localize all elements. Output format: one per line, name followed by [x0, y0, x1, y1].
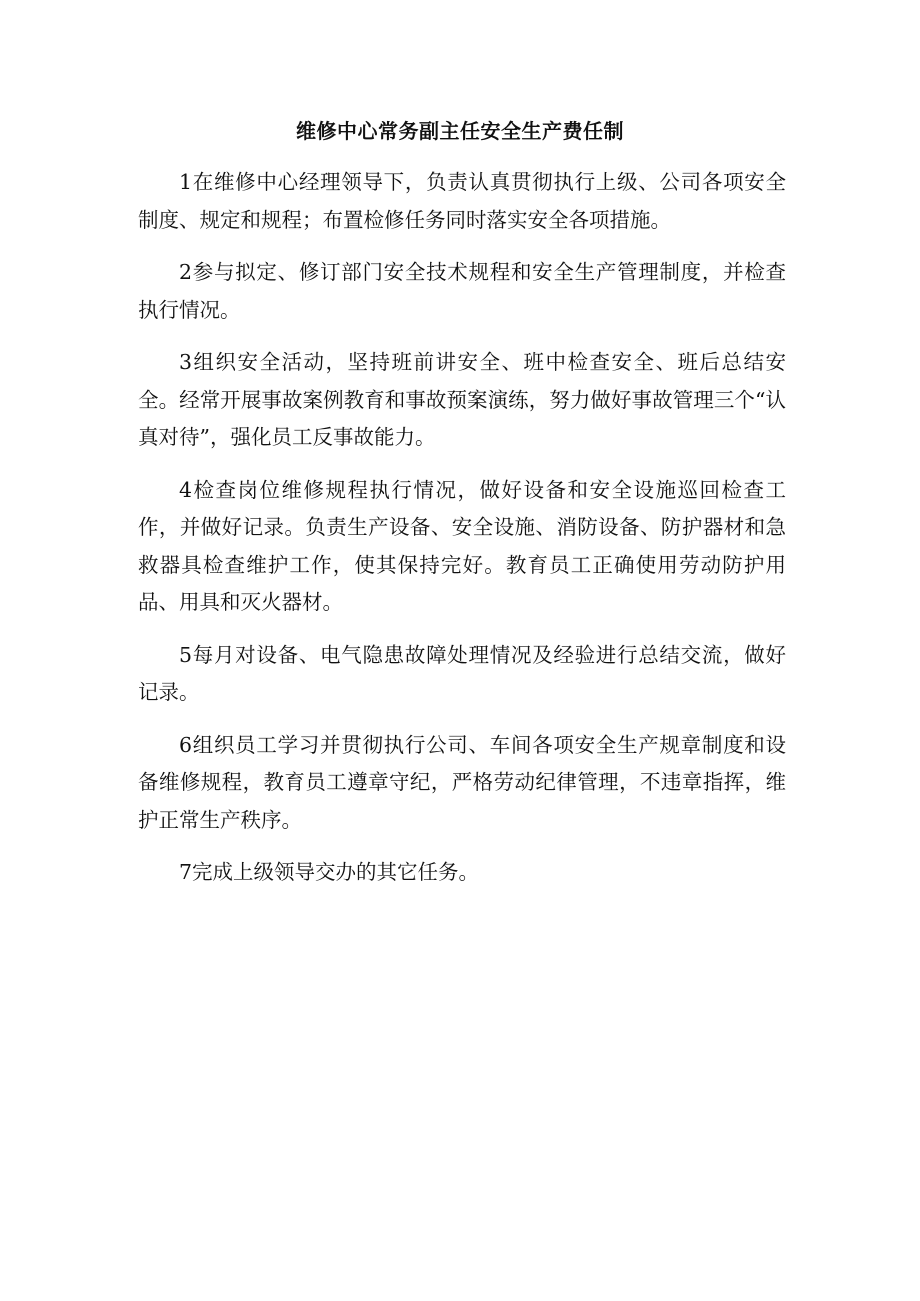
paragraph-3: 3组织安全活动，坚持班前讲安全、班中检查安全、班后总结安全。经常开展事故案例教育和事故预案演练，努力做好事故管理三个“认真对待”，强化员工反事故能力。	[138, 350, 786, 449]
document-title: 维修中心常务副主任安全生产费任制	[296, 119, 624, 143]
document-body	[138, 164, 786, 907]
paragraph-4: 4检查岗位维修规程执行情况，做好设备和安全设施巡回检查工作，并做好记录。负责生产设备、安全设施、消防设备、防护器材和急救器具检查维护工作，使其保持完好。教育员工正确使用劳动防护用品、用具和灭火器材。	[138, 477, 786, 614]
paragraph-2: 2参与拟定、修订部门安全技术规程和安全生产管理制度，并检查执行情况。	[138, 260, 786, 322]
paragraph-6: 6组织员工学习并贯彻执行公司、车间各项安全生产规章制度和设备维修规程，教育员工遵章守纪，严格劳动纪律管理，不违章指挥，维护正常生产秩序。	[138, 732, 786, 832]
paragraph-7: 7完成上级领导交办的其它任务。	[179, 860, 480, 884]
paragraph-1: 1在维修中心经理领导下，负责认真贯彻执行上级、公司各项安全制度、规定和规程；布置检修任务同时落实安全各项措施。	[138, 170, 786, 232]
paragraph-5: 5每月对设备、电气隐患故障处理情况及经验进行总结交流，做好记录。	[138, 642, 786, 704]
